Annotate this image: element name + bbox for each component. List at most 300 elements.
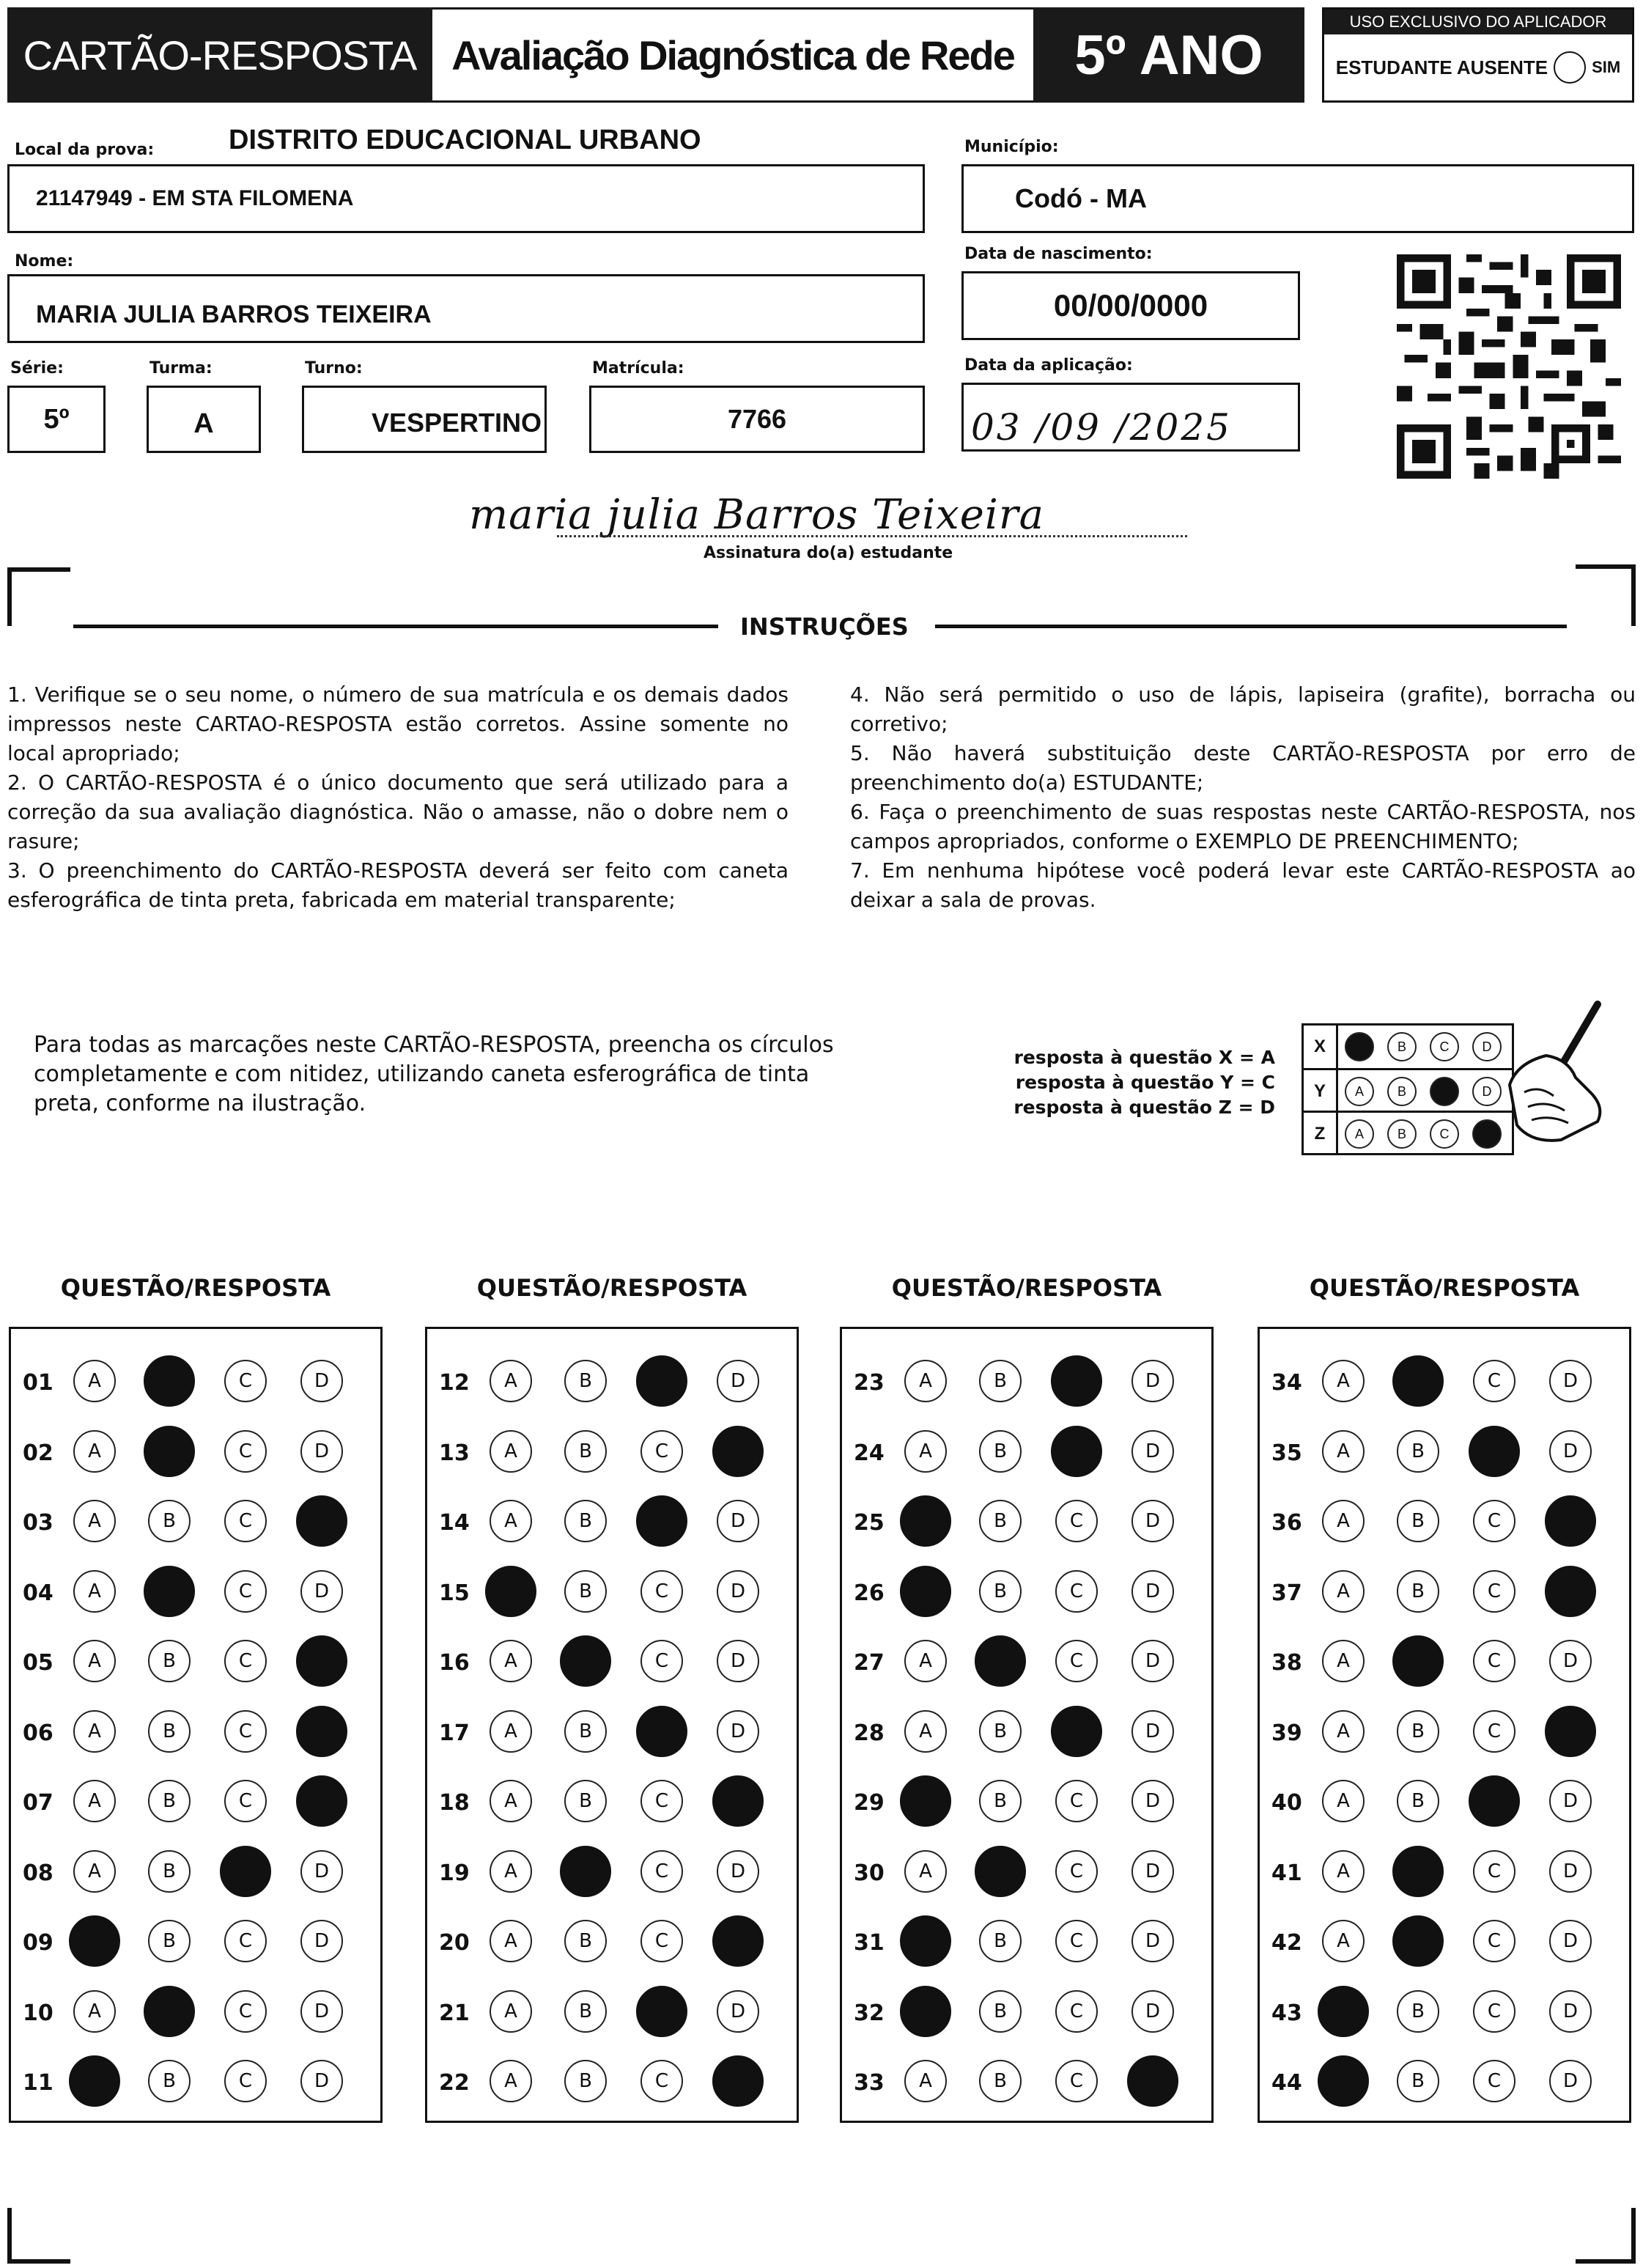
question-number: 28 xyxy=(854,1720,885,1746)
answer-row xyxy=(1260,1630,1629,1700)
question-number: 42 xyxy=(1271,1930,1302,1956)
answer-bubble-c[interactable]: C xyxy=(1473,1640,1515,1682)
answer-row xyxy=(842,1420,1211,1490)
answer-bubble-c[interactable]: C xyxy=(1055,1850,1098,1893)
answer-bubble-d[interactable]: D xyxy=(717,1640,759,1682)
question-number: 34 xyxy=(1271,1370,1302,1396)
hand-pen-icon xyxy=(1495,997,1620,1144)
answer-bubble-d[interactable]: D xyxy=(1131,1430,1174,1473)
answer-bubble-b[interactable] xyxy=(144,1566,195,1617)
answer-bubble-c[interactable]: C xyxy=(1473,1920,1515,1962)
answer-bubble-d[interactable]: D xyxy=(1131,1360,1174,1402)
question-number: 41 xyxy=(1271,1860,1302,1886)
answer-bubble-c[interactable]: C xyxy=(224,1780,267,1822)
answer-bubble-c[interactable]: C xyxy=(224,1640,267,1682)
answer-bubble-d[interactable]: D xyxy=(300,1920,343,1962)
example-bubble-d: D xyxy=(1472,1077,1502,1106)
answer-bubble-d[interactable]: D xyxy=(300,1430,343,1473)
answer-bubble-b[interactable]: B xyxy=(148,1850,191,1893)
signature-line xyxy=(557,535,1187,537)
answer-row xyxy=(11,1700,380,1770)
answer-bubble-d[interactable]: D xyxy=(1549,1430,1592,1473)
answer-row xyxy=(842,1560,1211,1630)
answer-bubble-c[interactable]: C xyxy=(640,1850,683,1893)
answer-bubble-c[interactable]: C xyxy=(1055,1570,1098,1613)
example-line-z: resposta à questão Z = D xyxy=(1014,1097,1275,1118)
answer-bubble-c[interactable]: C xyxy=(1473,1850,1515,1893)
answer-bubble-d[interactable] xyxy=(296,1635,347,1687)
answer-row xyxy=(11,1420,380,1490)
answer-bubble-d[interactable]: D xyxy=(717,1710,759,1753)
aplicacao-value: 03 /09 /2025 xyxy=(971,406,1232,449)
answer-bubble-a[interactable]: A xyxy=(904,2060,947,2102)
answer-bubble-a[interactable]: A xyxy=(490,1780,532,1822)
answer-bubble-c[interactable]: C xyxy=(1473,1710,1515,1753)
answer-bubble-b[interactable]: B xyxy=(148,1710,191,1753)
answer-bubble-a[interactable] xyxy=(1318,2055,1369,2107)
answer-bubble-d[interactable] xyxy=(712,2055,764,2107)
answer-bubble-a[interactable]: A xyxy=(490,1360,532,1402)
question-number: 09 xyxy=(23,1930,53,1956)
question-number: 04 xyxy=(23,1580,53,1606)
question-number: 07 xyxy=(23,1790,53,1816)
question-number: 27 xyxy=(854,1650,885,1676)
answer-bubble-d[interactable]: D xyxy=(1131,1850,1174,1893)
question-number: 02 xyxy=(23,1440,53,1466)
answer-bubble-b[interactable]: B xyxy=(148,1500,191,1542)
answer-column xyxy=(840,1327,1214,2123)
question-number: 13 xyxy=(439,1440,470,1466)
answer-bubble-c[interactable]: C xyxy=(1473,1990,1515,2033)
answer-bubble-d[interactable]: D xyxy=(300,1990,343,2033)
answer-bubble-c[interactable] xyxy=(636,1706,687,1757)
answer-bubble-c[interactable] xyxy=(636,1495,687,1547)
qr-code xyxy=(1397,252,1621,481)
absent-label: ESTUDANTE AUSENTE xyxy=(1335,56,1548,78)
answer-column xyxy=(9,1327,383,2123)
answer-bubble-d[interactable] xyxy=(1127,2055,1178,2107)
question-number: 17 xyxy=(439,1720,470,1746)
answer-bubble-d[interactable] xyxy=(712,1426,764,1477)
answer-row xyxy=(11,1350,380,1420)
answer-bubble-c[interactable]: C xyxy=(640,1780,683,1822)
answer-bubble-b[interactable]: B xyxy=(1397,1430,1439,1473)
answer-bubble-a[interactable]: A xyxy=(1322,1780,1365,1822)
applicator-box xyxy=(1322,7,1634,103)
applicator-label: USO EXCLUSIVO DO APLICADOR xyxy=(1324,10,1632,34)
answer-bubble-c[interactable] xyxy=(1051,1355,1102,1407)
serie-value: 5º xyxy=(43,403,70,435)
turma-value: A xyxy=(193,408,214,439)
answer-bubble-c[interactable]: C xyxy=(1055,2060,1098,2102)
nascimento-field xyxy=(961,271,1300,340)
answer-bubble-b[interactable] xyxy=(144,1986,195,2037)
answer-bubble-c[interactable]: C xyxy=(1473,2060,1515,2102)
answer-bubble-b[interactable]: B xyxy=(564,1430,607,1473)
answer-bubble-a[interactable] xyxy=(900,1775,951,1827)
instruction-1: 1. Verifique se o seu nome, o número de sua matrícula e os demais dados impressos neste CARTAO-RESPOSTA estão corretos. Assine somente no local apropriado; xyxy=(7,682,789,765)
answer-bubble-b[interactable]: B xyxy=(979,1570,1022,1613)
nascimento-label: Data de nascimento: xyxy=(964,245,1153,263)
answer-bubble-c[interactable]: C xyxy=(1055,1780,1098,1822)
answer-row xyxy=(11,1630,380,1700)
answer-bubble-b[interactable]: B xyxy=(979,1500,1022,1542)
answer-bubble-a[interactable]: A xyxy=(490,1500,532,1542)
matricula-value: 7766 xyxy=(727,404,787,434)
answer-bubble-a[interactable]: A xyxy=(490,1990,532,2033)
answer-bubble-c[interactable]: C xyxy=(224,2060,267,2102)
answer-bubble-a[interactable] xyxy=(900,1566,951,1617)
answer-bubble-a[interactable]: A xyxy=(1322,1850,1365,1893)
municipio-label: Município: xyxy=(964,138,1059,156)
answer-row xyxy=(427,1770,797,1840)
answer-bubble-b[interactable]: B xyxy=(1397,1780,1439,1822)
question-number: 15 xyxy=(439,1580,470,1606)
example-bubble-b: B xyxy=(1387,1119,1417,1149)
answer-bubble-b[interactable] xyxy=(144,1355,195,1407)
question-number: 32 xyxy=(854,2000,885,2026)
instruction-7: 7. Em nenhuma hipótese você poderá levar este CARTÃO-RESPOSTA ao deixar a sala de provas. xyxy=(850,858,1636,912)
example-bubble-a xyxy=(1345,1032,1374,1061)
example-line-x: resposta à questão X = A xyxy=(1014,1047,1275,1068)
answer-bubble-b[interactable] xyxy=(1392,1915,1444,1967)
answer-bubble-a[interactable]: A xyxy=(73,1990,116,2033)
answer-bubble-a[interactable]: A xyxy=(904,1850,947,1893)
answer-bubble-d[interactable]: D xyxy=(1131,1570,1174,1613)
question-number: 30 xyxy=(854,1860,885,1886)
question-number: 29 xyxy=(854,1790,885,1816)
answer-row xyxy=(842,1700,1211,1770)
answer-row xyxy=(842,1910,1211,1980)
answer-bubble-b[interactable]: B xyxy=(148,1780,191,1822)
answer-bubble-d[interactable] xyxy=(1545,1566,1596,1617)
question-number: 22 xyxy=(439,2070,470,2096)
municipio-value: Codó - MA xyxy=(1015,183,1147,213)
answer-bubble-c[interactable]: C xyxy=(1055,1990,1098,2033)
turma-label: Turma: xyxy=(149,359,213,378)
question-number: 37 xyxy=(1271,1580,1302,1606)
answer-bubble-d[interactable]: D xyxy=(1131,1780,1174,1822)
answer-bubble-a[interactable]: A xyxy=(904,1430,947,1473)
answer-row xyxy=(427,2050,797,2120)
answer-bubble-c[interactable] xyxy=(636,1355,687,1407)
answer-row xyxy=(427,1560,797,1630)
answer-bubble-a[interactable]: A xyxy=(73,1640,116,1682)
answer-bubble-d[interactable] xyxy=(1545,1706,1596,1757)
answer-bubble-b[interactable]: B xyxy=(979,1430,1022,1473)
answer-bubble-d[interactable] xyxy=(296,1775,347,1827)
question-number: 44 xyxy=(1271,2070,1302,2096)
answer-bubble-a[interactable]: A xyxy=(1322,1640,1365,1682)
answer-bubble-b[interactable]: B xyxy=(564,1990,607,2033)
question-number: 21 xyxy=(439,2000,470,2026)
answer-bubble-d[interactable]: D xyxy=(717,1570,759,1613)
answer-bubble-b[interactable]: B xyxy=(979,2060,1022,2102)
question-number: 33 xyxy=(854,2070,885,2096)
answer-bubble-a[interactable]: A xyxy=(73,1780,116,1822)
answer-bubble-c[interactable]: C xyxy=(640,1570,683,1613)
aplicacao-label: Data da aplicação: xyxy=(964,356,1133,375)
absent-bubble[interactable] xyxy=(1554,51,1586,84)
question-number: 40 xyxy=(1271,1790,1302,1816)
answer-bubble-a[interactable] xyxy=(485,1566,536,1617)
local-label: Local da prova: xyxy=(15,141,155,159)
answer-row xyxy=(427,1980,797,2050)
answer-bubble-b[interactable] xyxy=(560,1846,611,1897)
answer-row xyxy=(1260,1420,1629,1490)
answer-bubble-d[interactable]: D xyxy=(1549,1640,1592,1682)
answer-bubble-d[interactable]: D xyxy=(717,1500,759,1542)
answer-bubble-d[interactable]: D xyxy=(300,1850,343,1893)
answer-bubble-c[interactable]: C xyxy=(640,2060,683,2102)
answer-bubble-d[interactable]: D xyxy=(1549,1850,1592,1893)
answer-row xyxy=(1260,1560,1629,1630)
turno-field xyxy=(302,386,547,453)
answer-bubble-a[interactable]: A xyxy=(73,1500,116,1542)
answer-bubble-b[interactable]: B xyxy=(148,1920,191,1962)
card-title xyxy=(7,7,432,103)
question-number: 38 xyxy=(1271,1650,1302,1676)
answer-bubble-a[interactable]: A xyxy=(490,1640,532,1682)
answer-row xyxy=(11,1560,380,1630)
matricula-label: Matrícula: xyxy=(592,359,684,378)
answer-bubble-c[interactable]: C xyxy=(224,1710,267,1753)
nome-value: MARIA JULIA BARROS TEIXEIRA xyxy=(36,300,432,328)
district-name: DISTRITO EDUCACIONAL URBANO xyxy=(229,125,701,155)
answer-bubble-a[interactable]: A xyxy=(1322,1570,1365,1613)
answer-bubble-a[interactable] xyxy=(900,1495,951,1547)
answer-bubble-b[interactable]: B xyxy=(564,2060,607,2102)
question-number: 05 xyxy=(23,1650,53,1676)
instructions-title: INSTRUÇÕES xyxy=(740,613,909,641)
answer-bubble-a[interactable]: A xyxy=(73,1850,116,1893)
example-bubble-c: C xyxy=(1430,1032,1459,1061)
answer-bubble-d[interactable] xyxy=(296,1495,347,1547)
answer-row xyxy=(427,1420,797,1490)
municipio-field xyxy=(961,164,1634,233)
answer-bubble-b[interactable]: B xyxy=(564,1500,607,1542)
question-number: 39 xyxy=(1271,1720,1302,1746)
answer-bubble-c[interactable]: C xyxy=(224,1500,267,1542)
answer-bubble-a[interactable]: A xyxy=(73,1570,116,1613)
answer-bubble-b[interactable]: B xyxy=(564,1570,607,1613)
answer-bubble-b[interactable]: B xyxy=(148,2060,191,2102)
answer-bubble-a[interactable]: A xyxy=(1322,1920,1365,1962)
answer-bubble-b[interactable]: B xyxy=(148,1640,191,1682)
fill-note: Para todas as marcações neste CARTÃO-RESPOSTA, preencha os círculos completamente e com nitidez, utilizando caneta esferográfica de tinta preta, conforme na ilustração. xyxy=(34,1032,834,1116)
answer-row xyxy=(1260,1350,1629,1420)
exam-title xyxy=(432,7,1035,103)
answer-bubble-b[interactable] xyxy=(1392,1355,1444,1407)
answer-bubble-c[interactable] xyxy=(1469,1426,1520,1477)
answer-bubble-d[interactable]: D xyxy=(300,2060,343,2102)
answer-bubble-d[interactable]: D xyxy=(1131,1710,1174,1753)
answer-bubble-a[interactable] xyxy=(1318,1986,1369,2037)
answer-bubble-a[interactable]: A xyxy=(490,1850,532,1893)
answer-bubble-b[interactable] xyxy=(144,1426,195,1477)
answer-bubble-a[interactable]: A xyxy=(490,2060,532,2102)
answer-bubble-a[interactable]: A xyxy=(73,1360,116,1402)
answer-bubble-d[interactable]: D xyxy=(1549,1780,1592,1822)
answer-bubble-b[interactable]: B xyxy=(564,1360,607,1402)
question-number: 24 xyxy=(854,1440,885,1466)
turno-label: Turno: xyxy=(305,359,363,378)
answer-bubble-b[interactable]: B xyxy=(979,1710,1022,1753)
answer-bubble-c[interactable] xyxy=(636,1986,687,2037)
answer-bubble-c[interactable]: C xyxy=(1055,1920,1098,1962)
answer-bubble-b[interactable]: B xyxy=(564,1710,607,1753)
question-number: 19 xyxy=(439,1860,470,1886)
answer-bubble-c[interactable]: C xyxy=(1055,1500,1098,1542)
answer-row xyxy=(1260,1770,1629,1840)
answer-column-title: QUESTÃO/RESPOSTA xyxy=(891,1274,1162,1302)
corner-mark-tr xyxy=(1576,564,1636,626)
question-number: 11 xyxy=(23,2070,53,2096)
answer-bubble-a[interactable] xyxy=(69,1915,120,1967)
answer-bubble-d[interactable]: D xyxy=(717,1850,759,1893)
instruction-6: 6. Faça o preenchimento de suas respostas neste CARTÃO-RESPOSTA, nos campos apropriados, conforme o EXEMPLO DE PREENCHIMENTO; xyxy=(850,800,1636,853)
answer-bubble-d[interactable]: D xyxy=(1131,1640,1174,1682)
answer-bubble-d[interactable]: D xyxy=(1549,2060,1592,2102)
answer-row xyxy=(842,1840,1211,1910)
answer-bubble-c[interactable]: C xyxy=(224,1920,267,1962)
answer-bubble-a[interactable]: A xyxy=(73,1430,116,1473)
answer-bubble-d[interactable]: D xyxy=(717,1360,759,1402)
answer-bubble-b[interactable]: B xyxy=(1397,1570,1439,1613)
example-bubble-d: D xyxy=(1472,1032,1502,1061)
answer-row xyxy=(842,1980,1211,2050)
answer-bubble-b[interactable]: B xyxy=(1397,1710,1439,1753)
card-title-text: CARTÃO-RESPOSTA xyxy=(23,32,417,78)
answer-bubble-d[interactable]: D xyxy=(717,1990,759,2033)
answer-row xyxy=(1260,1490,1629,1560)
example-row xyxy=(1304,1026,1512,1068)
answer-bubble-b[interactable]: B xyxy=(979,1360,1022,1402)
answer-row xyxy=(11,1490,380,1560)
nascimento-value: 00/00/0000 xyxy=(1053,288,1208,323)
instructions-left xyxy=(7,680,789,915)
answer-bubble-a[interactable]: A xyxy=(904,1360,947,1402)
answer-row xyxy=(1260,2050,1629,2120)
answer-row xyxy=(427,1700,797,1770)
answer-bubble-b[interactable]: B xyxy=(1397,1990,1439,2033)
answer-bubble-c[interactable]: C xyxy=(1055,1640,1098,1682)
answer-bubble-b[interactable]: B xyxy=(979,1990,1022,2033)
answer-bubble-b[interactable] xyxy=(1392,1635,1444,1687)
serie-label: Série: xyxy=(10,359,64,378)
answer-bubble-b[interactable]: B xyxy=(979,1920,1022,1962)
answer-bubble-c[interactable]: C xyxy=(640,1640,683,1682)
fill-example-grid xyxy=(1302,1023,1514,1155)
corner-mark-br xyxy=(1576,2208,1636,2264)
answer-row xyxy=(427,1840,797,1910)
answer-bubble-b[interactable]: B xyxy=(1397,2060,1439,2102)
answer-bubble-d[interactable] xyxy=(1545,1495,1596,1547)
answer-bubble-d[interactable] xyxy=(296,1706,347,1757)
answer-row xyxy=(842,1490,1211,1560)
example-row-label: Z xyxy=(1304,1113,1338,1155)
answer-bubble-a[interactable] xyxy=(900,1915,951,1967)
answer-bubble-a[interactable]: A xyxy=(904,1710,947,1753)
answer-row xyxy=(11,2050,380,2120)
answer-bubble-b[interactable]: B xyxy=(564,1920,607,1962)
answer-bubble-b[interactable] xyxy=(1392,1846,1444,1897)
example-row-label: X xyxy=(1304,1026,1338,1068)
answer-bubble-a[interactable]: A xyxy=(1322,1710,1365,1753)
answer-column-title: QUESTÃO/RESPOSTA xyxy=(1309,1274,1580,1302)
question-number: 26 xyxy=(854,1580,885,1606)
answer-bubble-c[interactable]: C xyxy=(640,1430,683,1473)
answer-bubble-a[interactable]: A xyxy=(490,1920,532,1962)
answer-bubble-c[interactable]: C xyxy=(224,1570,267,1613)
answer-bubble-d[interactable]: D xyxy=(1549,1920,1592,1962)
instructions-rule-left xyxy=(73,625,718,628)
answer-bubble-c[interactable]: C xyxy=(224,1430,267,1473)
answer-bubble-b[interactable]: B xyxy=(979,1780,1022,1822)
answer-bubble-a[interactable]: A xyxy=(1322,1430,1365,1473)
question-number: 12 xyxy=(439,1370,470,1396)
question-number: 08 xyxy=(23,1860,53,1886)
answer-bubble-b[interactable] xyxy=(560,1635,611,1687)
answer-bubble-c[interactable]: C xyxy=(1473,1360,1515,1402)
absent-option: SIM xyxy=(1592,58,1621,76)
answer-bubble-d[interactable] xyxy=(712,1775,764,1827)
answer-bubble-d[interactable]: D xyxy=(300,1570,343,1613)
answer-column-title: QUESTÃO/RESPOSTA xyxy=(60,1274,331,1302)
turma-field xyxy=(147,386,261,453)
answer-bubble-c[interactable] xyxy=(1469,1775,1520,1827)
instruction-4: 4. Não será permitido o uso de lápis, lapiseira (grafite), borracha ou corretivo; xyxy=(850,682,1636,736)
answer-bubble-a[interactable]: A xyxy=(490,1710,532,1753)
answer-bubble-d[interactable]: D xyxy=(1549,1990,1592,2033)
answer-bubble-d[interactable]: D xyxy=(1131,1920,1174,1962)
instructions-rule-right xyxy=(935,625,1567,628)
answer-bubble-c[interactable]: C xyxy=(1473,1500,1515,1542)
answer-bubble-c[interactable] xyxy=(220,1846,271,1897)
answer-bubble-d[interactable]: D xyxy=(1131,1500,1174,1542)
answer-bubble-b[interactable] xyxy=(975,1846,1026,1897)
answer-bubble-c[interactable]: C xyxy=(224,1360,267,1402)
answer-bubble-c[interactable] xyxy=(1051,1426,1102,1477)
answer-bubble-c[interactable]: C xyxy=(640,1920,683,1962)
answer-bubble-d[interactable]: D xyxy=(300,1360,343,1402)
answer-bubble-b[interactable]: B xyxy=(1397,1500,1439,1542)
answer-bubble-c[interactable]: C xyxy=(1473,1570,1515,1613)
example-bubble-c xyxy=(1430,1077,1459,1106)
answer-bubble-a[interactable]: A xyxy=(490,1430,532,1473)
answer-bubble-b[interactable]: B xyxy=(564,1780,607,1822)
answer-bubble-a[interactable]: A xyxy=(73,1710,116,1753)
question-number: 25 xyxy=(854,1510,885,1536)
answer-bubble-c[interactable] xyxy=(1051,1706,1102,1757)
question-number: 20 xyxy=(439,1930,470,1956)
answer-bubble-a[interactable] xyxy=(69,2055,120,2107)
answer-bubble-a[interactable]: A xyxy=(904,1640,947,1682)
answer-bubble-c[interactable]: C xyxy=(224,1990,267,2033)
answer-row xyxy=(11,1770,380,1840)
grade-text: 5º ANO xyxy=(1074,23,1263,86)
answer-bubble-b[interactable] xyxy=(975,1635,1026,1687)
answer-row xyxy=(1260,1980,1629,2050)
school-value: 21147949 - EM STA FILOMENA xyxy=(36,186,354,210)
answer-bubble-a[interactable] xyxy=(900,1986,951,2037)
answer-bubble-a[interactable]: A xyxy=(1322,1360,1365,1402)
answer-row xyxy=(427,1350,797,1420)
answer-bubble-d[interactable]: D xyxy=(1131,1990,1174,2033)
answer-bubble-d[interactable]: D xyxy=(1549,1360,1592,1402)
answer-bubble-d[interactable] xyxy=(712,1915,764,1967)
answer-bubble-a[interactable]: A xyxy=(1322,1500,1365,1542)
